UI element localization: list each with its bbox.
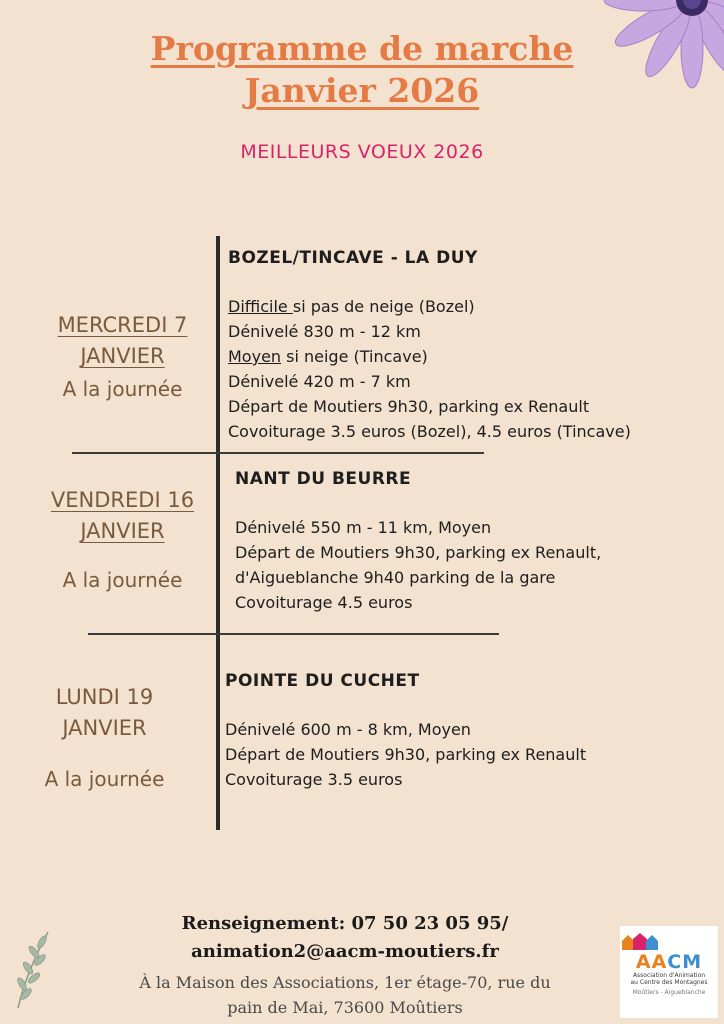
title-line-2: Janvier 2026 <box>244 71 480 110</box>
walk-3-duration: A la journée <box>44 767 165 791</box>
walk-3-name: POINTE DU CUCHET <box>225 671 420 691</box>
walk-2-date <box>20 485 225 596</box>
leaf-sprig-icon <box>4 928 56 1010</box>
walk-2-line-1: Dénivelé 550 m - 11 km, Moyen <box>235 518 492 537</box>
walk-3-day: LUNDI 19 <box>55 685 154 709</box>
walk-3-line-1: Dénivelé 600 m - 8 km, Moyen <box>225 720 471 739</box>
logo-mark: AACM <box>635 951 703 973</box>
logo-sub-1: Association d'Animation <box>632 972 706 979</box>
walk-1-line-6: Covoiturage 3.5 euros (Bozel), 4.5 euros (Tincave) <box>228 422 631 441</box>
divider-2 <box>88 633 499 635</box>
contact-phone: Renseignement: 07 50 23 05 95/ <box>181 913 509 934</box>
page-title <box>0 28 724 112</box>
walk-1-line-5: Départ de Moutiers 9h30, parking ex Renault <box>228 397 590 416</box>
walk-1-duration: A la journée <box>62 377 183 401</box>
logo-place: Moûtiers - Aigueblanche <box>632 989 706 996</box>
contact-address-1: À la Maison des Associations, 1er étage-70, rue du <box>139 973 551 992</box>
walk-3-line-2: Départ de Moutiers 9h30, parking ex Renault <box>225 745 587 764</box>
title-line-1: Programme de marche <box>150 29 574 68</box>
contact-info <box>90 910 600 1020</box>
walk-1-line-4: Dénivelé 420 m - 7 km <box>228 372 411 391</box>
walk-2-details <box>235 467 601 615</box>
walk-1-line-3: Moyen si neige (Tincave) <box>228 347 428 366</box>
walk-1-month: JANVIER <box>80 344 165 368</box>
walk-2-month: JANVIER <box>80 519 165 543</box>
walk-2-line-4: Covoiturage 4.5 euros <box>235 593 413 612</box>
walk-1-date <box>20 310 225 405</box>
walk-1-line-2: Dénivelé 830 m - 12 km <box>228 322 421 341</box>
walk-1-details <box>228 246 631 444</box>
walk-3-line-3: Covoiturage 3.5 euros <box>225 770 403 789</box>
walk-2-day: VENDREDI 16 <box>50 488 195 512</box>
logo-sub-2: au Centre des Montagnes <box>630 979 708 986</box>
walk-2-name: NANT DU BEURRE <box>235 469 412 489</box>
houses-icon <box>620 932 660 952</box>
walk-1-name: BOZEL/TINCAVE - LA DUY <box>228 248 478 268</box>
walk-1-line-1: Difficile si pas de neige (Bozel) <box>228 297 475 316</box>
contact-email[interactable]: animation2@aacm-moutiers.fr <box>191 941 499 962</box>
walk-1-day: MERCREDI 7 <box>57 313 188 337</box>
walk-2-line-3: d'Aigueblanche 9h40 parking de la gare <box>235 568 556 587</box>
walk-2-line-2: Départ de Moutiers 9h30, parking ex Renault, <box>235 543 602 562</box>
aacm-logo <box>620 926 718 1018</box>
divider-1 <box>72 452 484 454</box>
walk-3-date <box>2 682 207 795</box>
greeting: MEILLEURS VOEUX 2026 <box>240 141 484 163</box>
walk-3-details <box>225 669 586 792</box>
walk-3-month: JANVIER <box>62 716 147 740</box>
contact-address-2: pain de Mai, 73600 Moûtiers <box>227 998 463 1017</box>
walk-2-duration: A la journée <box>62 568 183 592</box>
